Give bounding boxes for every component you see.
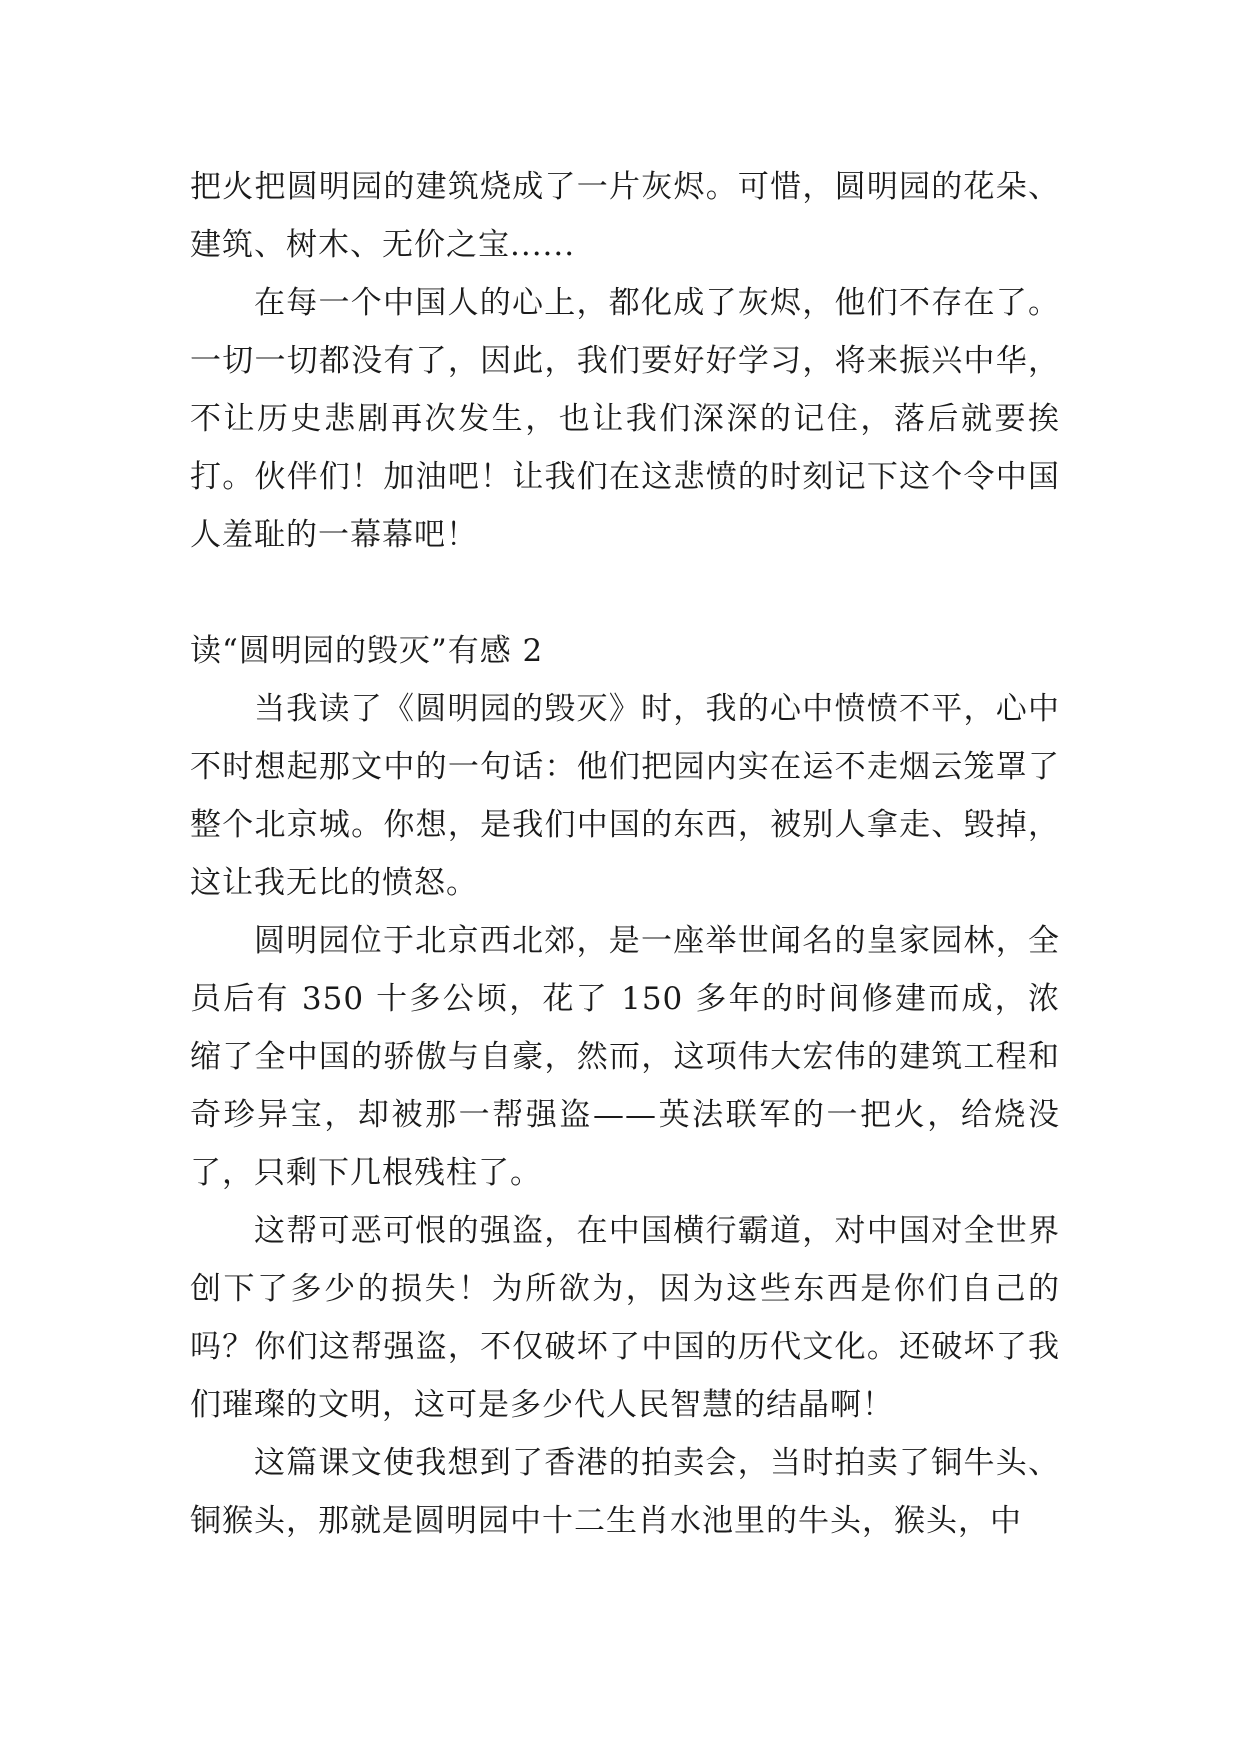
paragraph: 在每一个中国人的心上，都化成了灰烬，他们不存在了。一切一切都没有了，因此，我们要好好学习，将来振兴中华，不让历史悲剧再次发生，也让我们深深的记住，落后就要挨打。伙伴们！加油吧！让我们在这悲愤的时刻记下这个令中国人羞耻的一幕幕吧！: [190, 285, 1060, 553]
section-heading: 读“圆明园的毁灭”有感 2: [190, 633, 544, 669]
paragraph: 这帮可恶可恨的强盗，在中国横行霸道，对中国对全世界创下了多少的损失！为所欲为，因为这些东西是你们自己的吗？你们这帮强盗，不仅破坏了中国的历代文化。还破坏了我们璀璨的文明，这可是多少代人民智慧的结晶啊！: [190, 1213, 1060, 1423]
paragraph: 圆明园位于北京西北郊，是一座举世闻名的皇家园林，全员后有 350 十多公顷，花了 150 多年的时间修建而成，浓缩了全中国的骄傲与自豪，然而，这项伟大宏伟的建筑工程和奇珍异宝，却被那一帮强盗——英法联军的一把火，给烧没了，只剩下几根残柱了。: [190, 923, 1060, 1191]
paragraph: 这篇课文使我想到了香港的拍卖会，当时拍卖了铜牛头、铜猴头，那就是圆明园中十二生肖水池里的牛头，猴头，中: [190, 1445, 1060, 1539]
document-body: [190, 158, 1060, 1550]
paragraph-continued: 把火把圆明园的建筑烧成了一片灰烬。可惜，圆明园的花朵、建筑、树木、无价之宝......: [190, 169, 1060, 263]
paragraph: 当我读了《圆明园的毁灭》时，我的心中愤愤不平，心中不时想起那文中的一句话：他们把园内实在运不走烟云笼罩了整个北京城。你想，是我们中国的东西，被别人拿走、毁掉，这让我无比的愤怒。: [190, 691, 1060, 901]
